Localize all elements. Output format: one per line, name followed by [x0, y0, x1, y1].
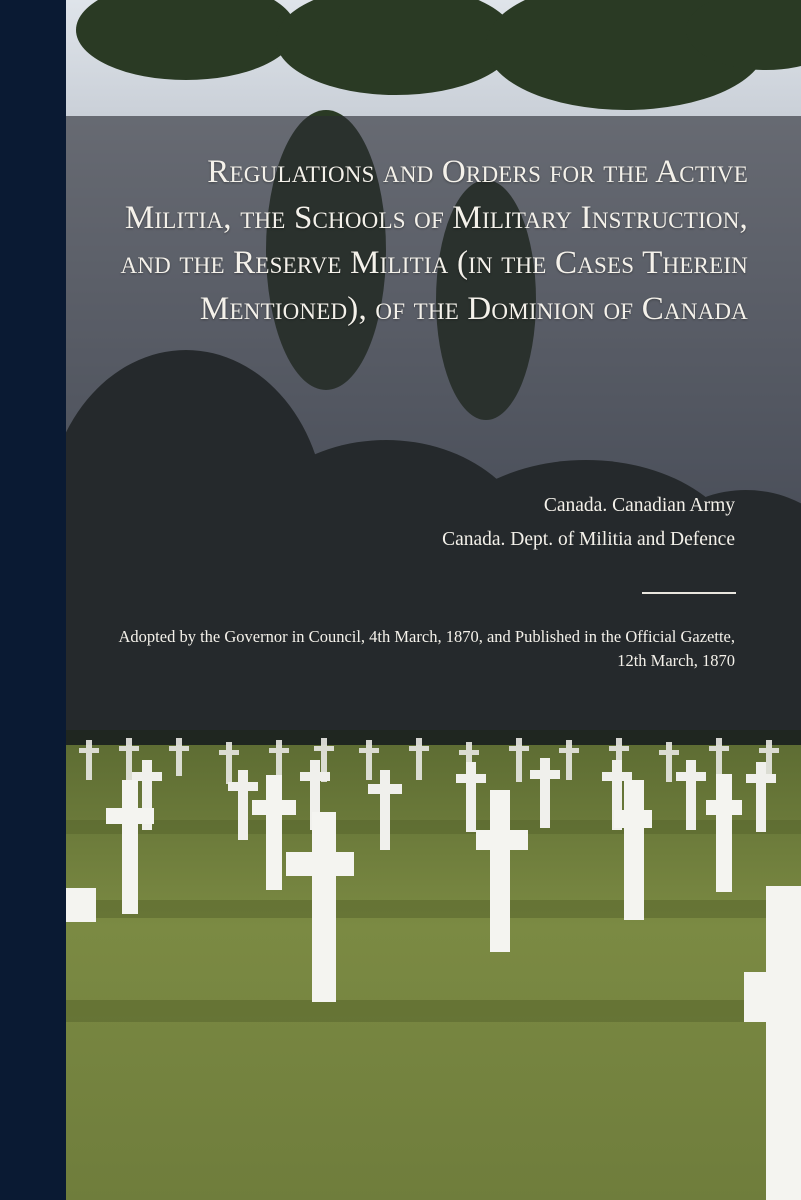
author-list: [215, 489, 735, 557]
book-subtitle: Adopted by the Governor in Council, 4th March, 1870, and Published in the Official Gazette, 12th March, 1870: [118, 627, 735, 670]
author-name: Canada. Canadian Army: [543, 495, 735, 516]
author-name: Canada. Dept. of Militia and Defence: [442, 529, 735, 550]
divider-rule: [642, 592, 736, 594]
cover-spine-band: [0, 0, 66, 1200]
book-title: Regulations and Orders for the Active Militia, the Schools of Military Instruction, and the Reserve Militia (in the Cases Therein Mentioned), of the Dominion of Canada: [120, 154, 748, 327]
